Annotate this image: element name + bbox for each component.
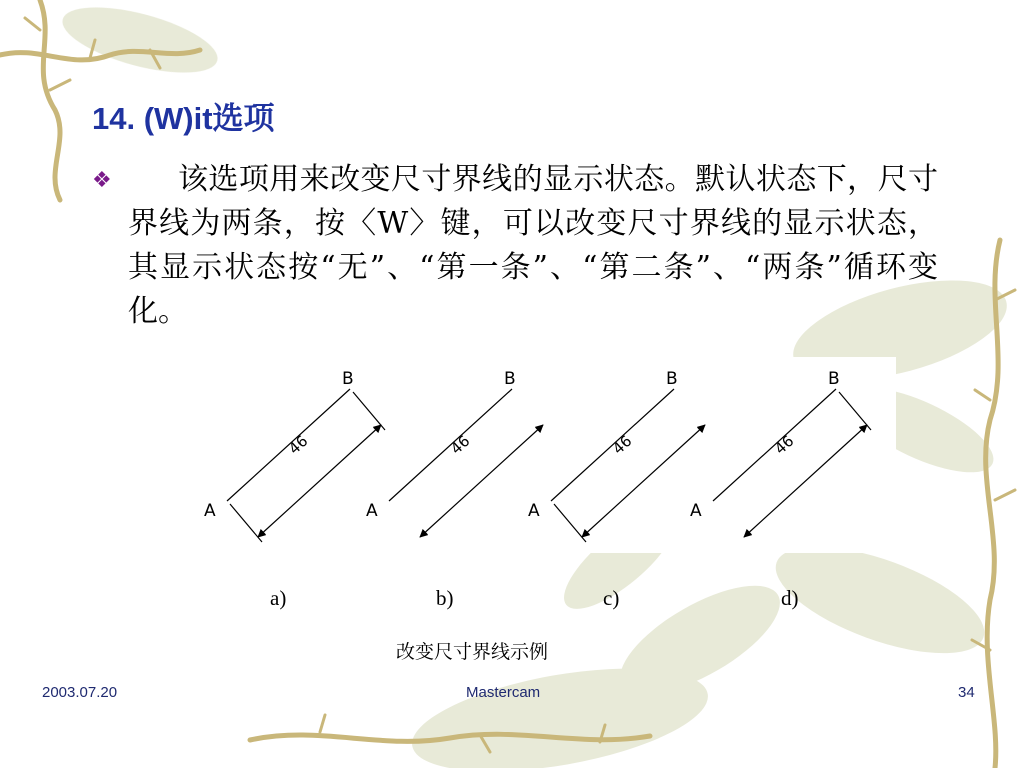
point-label-b: B [666,369,678,389]
dimension-value: 46 [285,431,312,458]
dimension-figure [190,357,896,553]
sub-label-a: a) [270,586,287,610]
diamond-bullet-icon: ❖ [92,168,112,193]
figure-caption: 改变尺寸界线示例 [396,641,549,663]
extension-line-second [839,392,871,430]
point-label-b: B [504,369,516,389]
dimension-value: 46 [609,431,636,458]
sub-label-d: d) [781,586,799,610]
point-label-a: A [690,501,702,521]
point-label-b: B [342,369,354,389]
dimension-value: 46 [447,431,474,458]
point-label-a: A [204,501,216,521]
extension-line-second [353,392,385,430]
extension-line-first [230,504,262,542]
point-label-a: A [528,501,540,521]
dimension-line [582,425,705,537]
dimension-diagrams [190,357,896,553]
sub-label-b: b) [436,586,454,610]
footer-date: 2003.07.20 [42,684,118,701]
dimension-value: 46 [771,431,798,458]
sub-label-c: c) [603,586,620,610]
dimension-line [258,425,381,537]
body-paragraph: 该选项用来改变尺寸界线的显示状态。默认状态下，尺寸界线为两条，按〈W〉键，可以改变尺寸界线的显示状态，其显示状态按“无”、“第一条”、“第二条”、“两条”循环变化。 [128,162,938,329]
point-label-b: B [828,369,840,389]
extension-line-first [554,504,586,542]
dimension-line [744,425,867,537]
footer-title: Mastercam [466,684,541,701]
footer-page-number: 34 [958,684,975,701]
point-label-a: A [366,501,378,521]
slide-title: 14. (W)it选项 [92,101,275,136]
dimension-line [420,425,543,537]
